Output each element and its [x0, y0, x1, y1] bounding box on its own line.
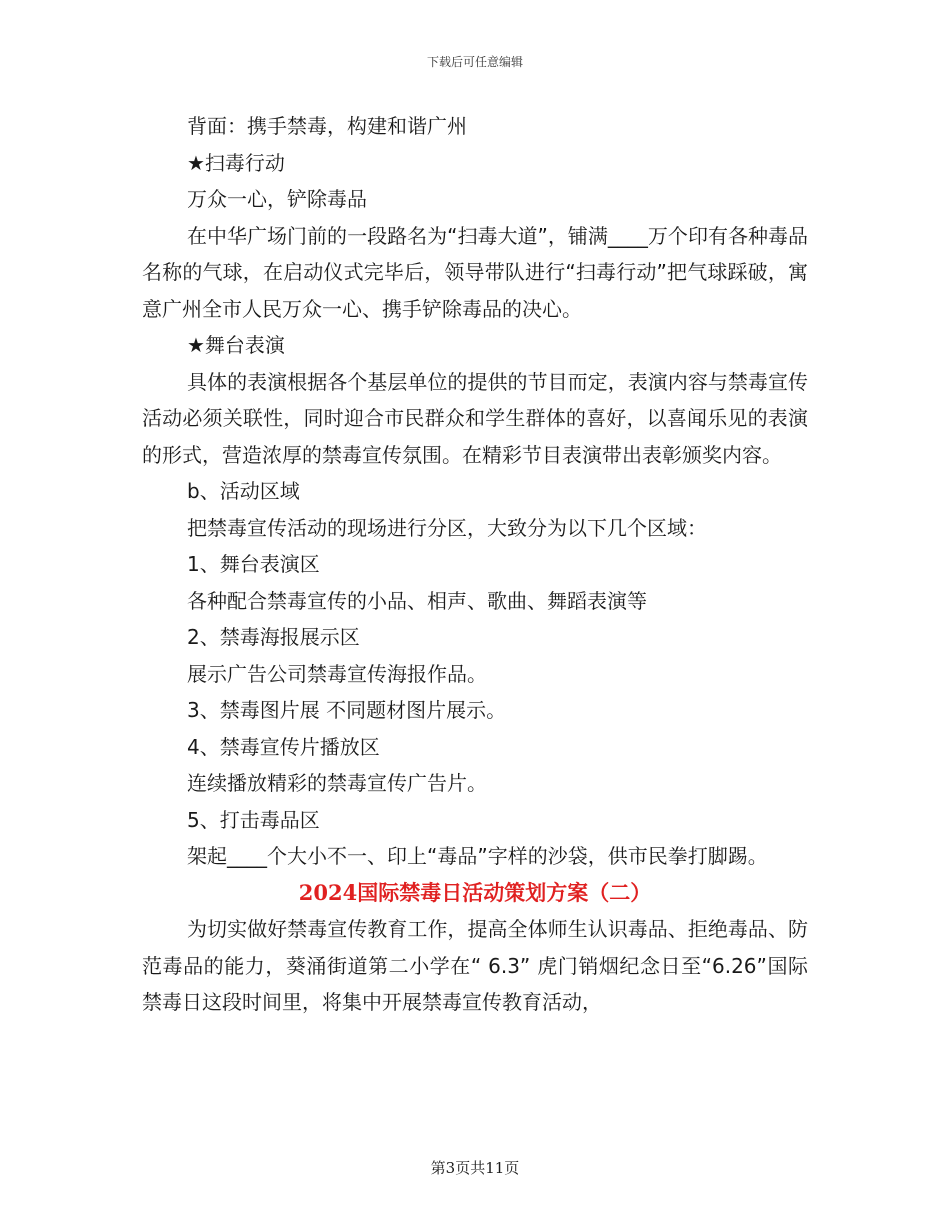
paragraph-video-area: 连续播放精彩的禁毒宣传广告片。 — [187, 771, 487, 795]
list-item-strike-area: 5、打击毒品区 — [187, 807, 320, 832]
heading-sweep-action: ★扫毒行动 — [187, 150, 285, 175]
paragraph-stage-area: 各种配合禁毒宣传的小品、相声、歌曲、舞蹈表演等 — [187, 588, 647, 613]
paragraph-back-slogan: 背面：携手禁毒，构建和谐广州 — [187, 114, 467, 138]
list-item-photo-area: 3、禁毒图片展 不同题材图片展示。 — [187, 698, 507, 722]
page-header: 下载后可任意编辑 — [426, 55, 523, 69]
paragraph-area-intro: 把禁毒宣传活动的现场进行分区，大致分为以下几个区域： — [187, 515, 707, 540]
paragraph-slogan: 万众一心，铲除毒品 — [187, 187, 367, 211]
page-footer: 第3页共11页 — [430, 1159, 520, 1177]
paragraph-intro: 为切实做好禁毒宣传教育工作，提高全体师生认识毒品、拒绝毒品、防范毒品的能力，葵涌街道第二小学在“ 6.3” 虎门销烟纪念日至“6.26”国际禁毒日这段时间里，将集中开展禁毒宣传教育活动， — [142, 917, 808, 1014]
paragraph-sweep-description: 在中华广场门前的一段路名为“扫毒大道”，铺满____万个印有各种毒品名称的气球，在启动仪式完毕后，领导带队进行“扫毒行动”把气球踩破，寓意广州全市人民万众一心、携手铲除毒品的决心。 — [142, 223, 808, 321]
paragraph-strike-area: 架起____个大小不一、印上“毒品”字样的沙袋，供市民拳打脚踢。 — [187, 844, 768, 868]
paragraph-performance-description: 具体的表演根据各个基层单位的提供的节目而定，表演内容与禁毒宣传活动必须关联性，同时迎合市民群众和学生群体的喜好，以喜闻乐见的表演的形式，营造浓厚的禁毒宣传氛围。在精彩节目表演带出表彰颁奖内容。 — [142, 369, 808, 467]
list-item-video-area: 4、禁毒宣传片播放区 — [187, 734, 380, 759]
paragraph-poster-area: 展示广告公司禁毒宣传海报作品。 — [187, 661, 487, 686]
list-item-poster-area: 2、禁毒海报展示区 — [187, 625, 360, 649]
list-item-stage-area: 1、舞台表演区 — [187, 552, 320, 576]
section-title: 2024国际禁毒日活动策划方案（二） — [298, 879, 652, 905]
heading-activity-area: b、活动区域 — [187, 479, 300, 503]
document-body — [142, 108, 808, 1021]
heading-stage-performance: ★舞台表演 — [187, 333, 285, 357]
